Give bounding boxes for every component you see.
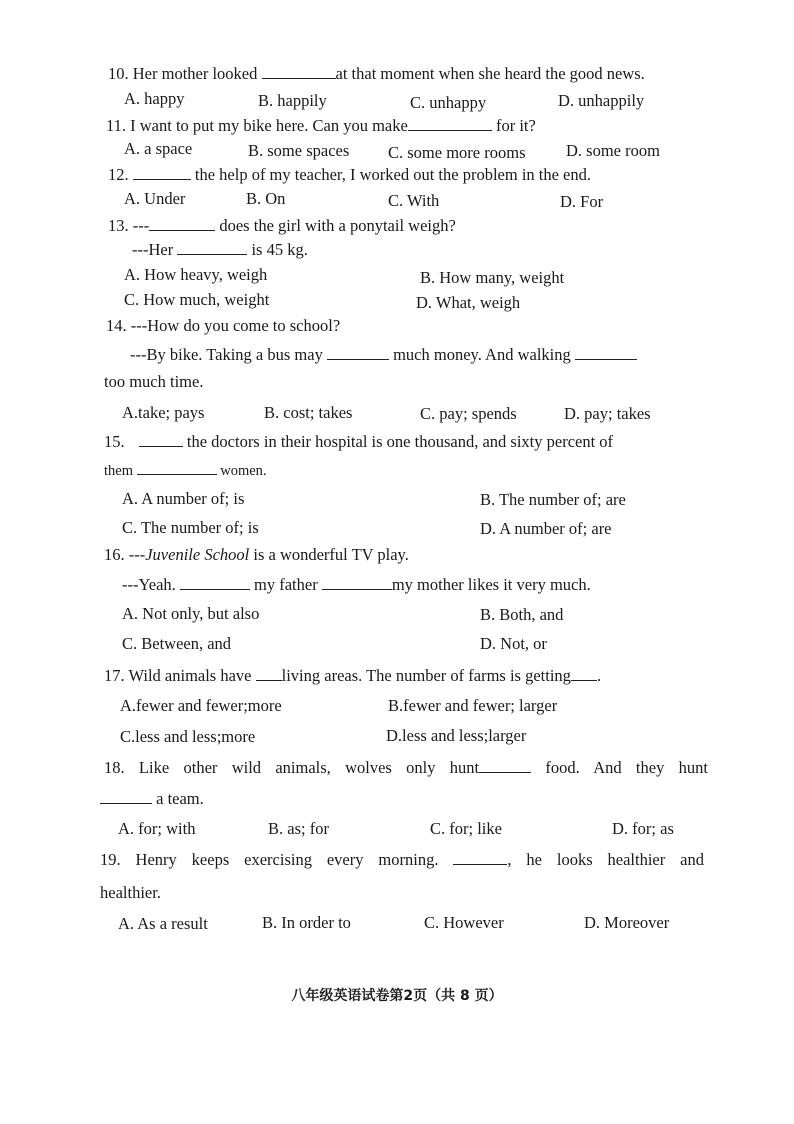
option-a: A. A number of; is (122, 489, 245, 508)
option-d: D. unhappily (558, 91, 645, 110)
question-text: 12. (108, 165, 133, 184)
option-d: D. For (560, 192, 604, 211)
answer-blank (149, 216, 215, 231)
option-a: A. a space (124, 139, 193, 158)
answer-blank (100, 789, 152, 804)
answer-blank (571, 666, 597, 681)
question-15-cont (104, 460, 267, 481)
option-b: B. Both, and (480, 605, 564, 624)
question-16 (104, 545, 409, 565)
option-a: A. for; with (118, 819, 196, 838)
option-b: B. On (246, 189, 286, 208)
option-b: B. How many, weight (420, 268, 565, 287)
question-14-cont (104, 372, 203, 392)
answer-blank (180, 575, 250, 590)
question-text: 17. Wild animals have (104, 666, 256, 685)
option-d: D. A number of; are (480, 519, 612, 538)
question-text: does the girl with a ponytail weigh? (215, 216, 456, 235)
question-text: for it? (491, 116, 536, 135)
answer-blank (453, 850, 507, 865)
question-19 (100, 850, 704, 870)
option-c: C. for; like (430, 819, 502, 838)
option-c: C. However (424, 913, 504, 932)
question-text: 15. (104, 432, 129, 451)
option-c: C.less and less;more (120, 727, 256, 746)
question-text: my father (249, 575, 322, 594)
question-text: the help of my teacher, I worked out the problem in the end. (190, 165, 592, 184)
question-19-cont (100, 883, 161, 903)
option-b: B.fewer and fewer; larger (388, 696, 558, 715)
option-d: D. What, weigh (416, 293, 521, 312)
question-text: women. (216, 463, 267, 479)
question-14-reply (130, 345, 637, 365)
option-b: B. In order to (262, 913, 351, 932)
question-text: food. And they hunt (531, 758, 708, 777)
answer-blank (327, 345, 389, 360)
option-b: B. happily (258, 91, 327, 110)
option-b: B. some spaces (248, 141, 350, 160)
question-text: 14. ---How do you come to school? (106, 316, 341, 335)
option-c: C. The number of; is (122, 518, 259, 537)
option-c: C. pay; spends (420, 404, 517, 423)
option-d: D. Not, or (480, 634, 547, 653)
option-b: B. as; for (268, 819, 329, 838)
option-d: D. Moreover (584, 913, 670, 932)
answer-blank (322, 575, 392, 590)
question-text: living areas. The number of farms is getting (281, 666, 571, 685)
answer-blank (256, 666, 282, 681)
option-c: C. Between, and (122, 634, 232, 653)
option-c: C. unhappy (410, 93, 487, 112)
option-a: A. Not only, but also (122, 604, 260, 623)
play-title: Juvenile School (145, 545, 250, 564)
option-d: D.less and less;larger (386, 726, 527, 745)
question-13 (108, 216, 456, 236)
question-text: 11. I want to put my bike here. Can you make (106, 116, 408, 135)
answer-blank (408, 116, 492, 131)
question-text: ---Yeah. (122, 575, 180, 594)
answer-blank (133, 165, 191, 180)
answer-blank (177, 240, 247, 255)
answer-blank (479, 758, 531, 773)
option-a: A. As a result (118, 914, 208, 933)
option-b: B. cost; takes (264, 403, 353, 422)
question-text: 13. --- (108, 216, 150, 235)
answer-blank (137, 460, 217, 475)
option-c: C. How much, weight (124, 290, 270, 309)
question-text: healthier. (100, 883, 161, 902)
question-text: 19. Henry keeps exercising every morning. (100, 850, 454, 869)
question-text: the doctors in their hospital is one thousand, and sixty percent of (182, 432, 614, 451)
page-footer: 八年级英语试卷第2页（共 8 页） (291, 988, 503, 1004)
option-b: B. The number of; are (480, 490, 626, 509)
question-text: much money. And walking (388, 345, 575, 364)
question-text: 18. Like other wild animals, wolves only hunt (104, 758, 480, 777)
question-11 (106, 116, 536, 136)
option-a: A. happy (124, 89, 185, 108)
option-d: D. for; as (612, 819, 674, 838)
question-text: them (104, 463, 137, 479)
option-c: C. some more rooms (388, 143, 526, 162)
question-text: . (596, 666, 602, 685)
question-text: 10. Her mother looked (108, 64, 262, 83)
option-a: A.take; pays (122, 403, 205, 422)
option-a: A. How heavy, weigh (124, 265, 268, 284)
question-12 (108, 165, 591, 185)
question-text: 16. --- (104, 545, 146, 564)
question-15 (104, 432, 613, 452)
question-text: ---By bike. Taking a bus may (130, 345, 327, 364)
option-c: C. With (388, 191, 440, 210)
answer-blank (262, 64, 336, 79)
answer-blank (575, 345, 637, 360)
question-13-reply (132, 240, 308, 260)
question-18-cont (100, 789, 204, 809)
question-14 (106, 316, 340, 336)
question-text: a team. (152, 789, 204, 808)
question-text: at that moment when she heard the good news. (335, 64, 645, 83)
answer-blank (139, 432, 183, 447)
question-text: too much time. (104, 372, 204, 391)
option-d: D. some room (566, 141, 660, 160)
option-d: D. pay; takes (564, 404, 651, 423)
option-a: A. Under (124, 189, 186, 208)
question-text: is 45 kg. (247, 240, 308, 259)
question-17 (104, 666, 601, 686)
question-text: is a wonderful TV play. (249, 545, 409, 564)
question-16-reply (122, 575, 591, 595)
question-text: , he looks healthier and (507, 850, 704, 869)
question-10 (108, 64, 645, 84)
question-18 (104, 758, 708, 778)
question-text: my mother likes it very much. (391, 575, 591, 594)
option-a: A.fewer and fewer;more (120, 696, 282, 715)
question-text: ---Her (132, 240, 178, 259)
